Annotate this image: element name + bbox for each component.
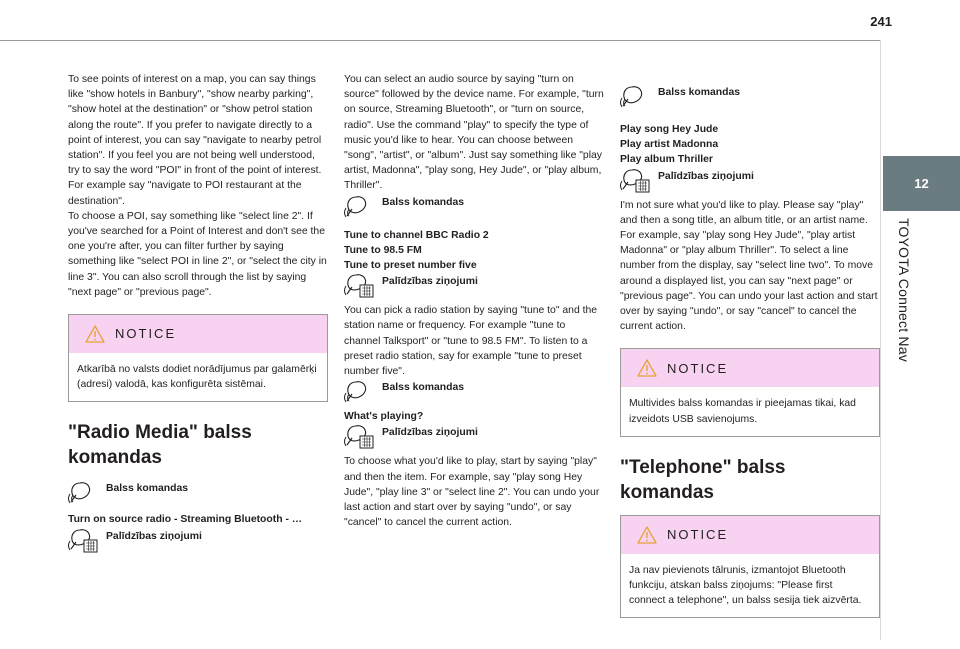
- command-tune-preset: Tune to preset number five: [344, 260, 477, 272]
- notice-title: NOTICE: [667, 527, 729, 543]
- voice-command-icon: [344, 379, 376, 405]
- help-messages-heading: [344, 273, 604, 299]
- warning-icon: [637, 526, 657, 544]
- play-help-paragraph: To choose what you'd like to play, start by saying "play" and then the item. For example, say "play song Hey Jude", "play line 3" or "select line 2". You can undo your last action and start over by saying "undo", or say "cancel" to cancel the current action.: [344, 456, 600, 529]
- notice-header: [621, 349, 879, 387]
- voice-commands-heading: [620, 84, 880, 110]
- page-number: 241: [870, 14, 892, 29]
- source-help-paragraph: You can select an audio source by saying "turn on source" followed by the device name. For example, "turn on source, Streaming Bluetooth", or "turn on source, radio". Use the command "play" to specify the type of music you'd like to hear. You can choose between "song", "artist", or "album". Just say something like "play artist, Madonna", "play song, Hey Jude", or "play album, Thriller".: [344, 74, 604, 192]
- help-messages-heading: [620, 168, 880, 194]
- warning-icon: [85, 325, 105, 343]
- command-tune-frequency: Tune to 98.5 FM: [344, 244, 422, 256]
- notice-header: [621, 516, 879, 554]
- voice-commands-label: Balss komandas: [382, 196, 465, 208]
- notice-header: [69, 315, 327, 353]
- poi-paragraph: To see points of interest on a map, you can say things like "show hotels in Banbury", "show nearby parking", "show hotel at the destination" or "show petrol station along the route". If you prefer to navigate directly to a point of interest, you can say "navigate to nearby petrol station". If you feel you are not being well understood, try to say the word "POI" in front of the point of interest. For example say "navigate to POI restaurant at the destination".: [68, 74, 322, 207]
- side-title: TOYOTA Connect Nav: [896, 218, 912, 362]
- help-messages-label: Palīdzības ziņojumi: [382, 276, 478, 288]
- voice-commands-heading: [68, 480, 328, 506]
- notice-box-destination: [68, 314, 328, 402]
- help-message-icon: [344, 424, 376, 450]
- command-play-artist: Play artist Madonna: [620, 139, 719, 151]
- voice-commands-heading: [344, 194, 604, 220]
- notice-title: NOTICE: [115, 326, 177, 342]
- notice-box-telephone: [620, 515, 880, 619]
- radio-help-paragraph: You can pick a radio station by saying "tune to" and the station name or frequency. For example "tune to channel Talksport" or "tune to 98.5 FM". To listen to a preset radio station, say for example "tune to preset number five".: [344, 305, 598, 378]
- notice-box-usb: [620, 348, 880, 436]
- command-whats-playing: What's playing?: [344, 411, 424, 423]
- column-right: [620, 72, 880, 618]
- help-messages-label: Palīdzības ziņojumi: [106, 530, 202, 542]
- notice-text: Multivides balss komandas ir pieejamas tikai, kad izveidots USB savienojums.: [629, 398, 856, 425]
- command-play-album: Play album Thriller: [620, 154, 713, 166]
- command-play-song: Play song Hey Jude: [620, 124, 719, 135]
- notice-text: Atkarībā no valsts dodiet norādījumus par galamērķi (adresi) valodā, kas konfigurēta sistēmai.: [77, 364, 317, 391]
- command-tune-channel: Tune to channel BBC Radio 2: [344, 229, 489, 241]
- help-messages-heading: [68, 528, 328, 554]
- play-help-paragraph: I'm not sure what you'd like to play. Please say "play" and then a song title, an album title, or an artist name. For example, say "play song Hey Jude", "play artist Madonna" or "play album Thriller". To select a line number from the display, say "select line two". To move around a displayed list, you can say "next page" or "previous page". You can undo your last action and start over by saying "undo", or say "cancel" to cancel the current action.: [620, 199, 878, 333]
- voice-command-icon: [620, 84, 652, 110]
- side-rule: [880, 40, 881, 640]
- column-left: [68, 72, 328, 558]
- column-middle: [344, 72, 604, 530]
- header-rule: [0, 40, 880, 41]
- help-messages-label: Palīdzības ziņojumi: [658, 170, 754, 182]
- section-title-telephone: "Telephone" balss komandas: [620, 456, 786, 503]
- voice-command-icon: [68, 480, 100, 506]
- notice-text: Ja nav pievienots tālrunis, izmantojot Bluetooth funkciju, atskan balss ziņojums: "Please first connect a telephone", un balss sesija tiek aizvērta.: [629, 564, 862, 607]
- warning-icon: [637, 359, 657, 377]
- choose-poi-paragraph: To choose a POI, say something like "select line 2". If you've searched for a Point of Interest and don't see the one you're after, you can filter further by saying something like "select POI in line 2", or "select the city in line 3". You can also scroll through the list by saying "next page" or "previous page".: [68, 210, 327, 298]
- section-title-radio-media: "Radio Media" balss komandas: [68, 422, 252, 469]
- voice-commands-heading: [344, 379, 604, 405]
- help-messages-label: Palīdzības ziņojumi: [382, 427, 478, 439]
- voice-commands-label: Balss komandas: [106, 483, 189, 495]
- voice-commands-label: Balss komandas: [382, 382, 465, 394]
- help-messages-heading: [344, 424, 604, 450]
- help-message-icon: [68, 528, 100, 554]
- command-source: Turn on source radio - Streaming Bluetooth - …: [68, 514, 303, 526]
- help-message-icon: [344, 273, 376, 299]
- help-message-icon: [620, 168, 652, 194]
- voice-commands-label: Balss komandas: [658, 87, 741, 98]
- voice-command-icon: [344, 194, 376, 220]
- chapter-tab[interactable]: 12: [883, 156, 960, 211]
- notice-title: NOTICE: [667, 360, 729, 376]
